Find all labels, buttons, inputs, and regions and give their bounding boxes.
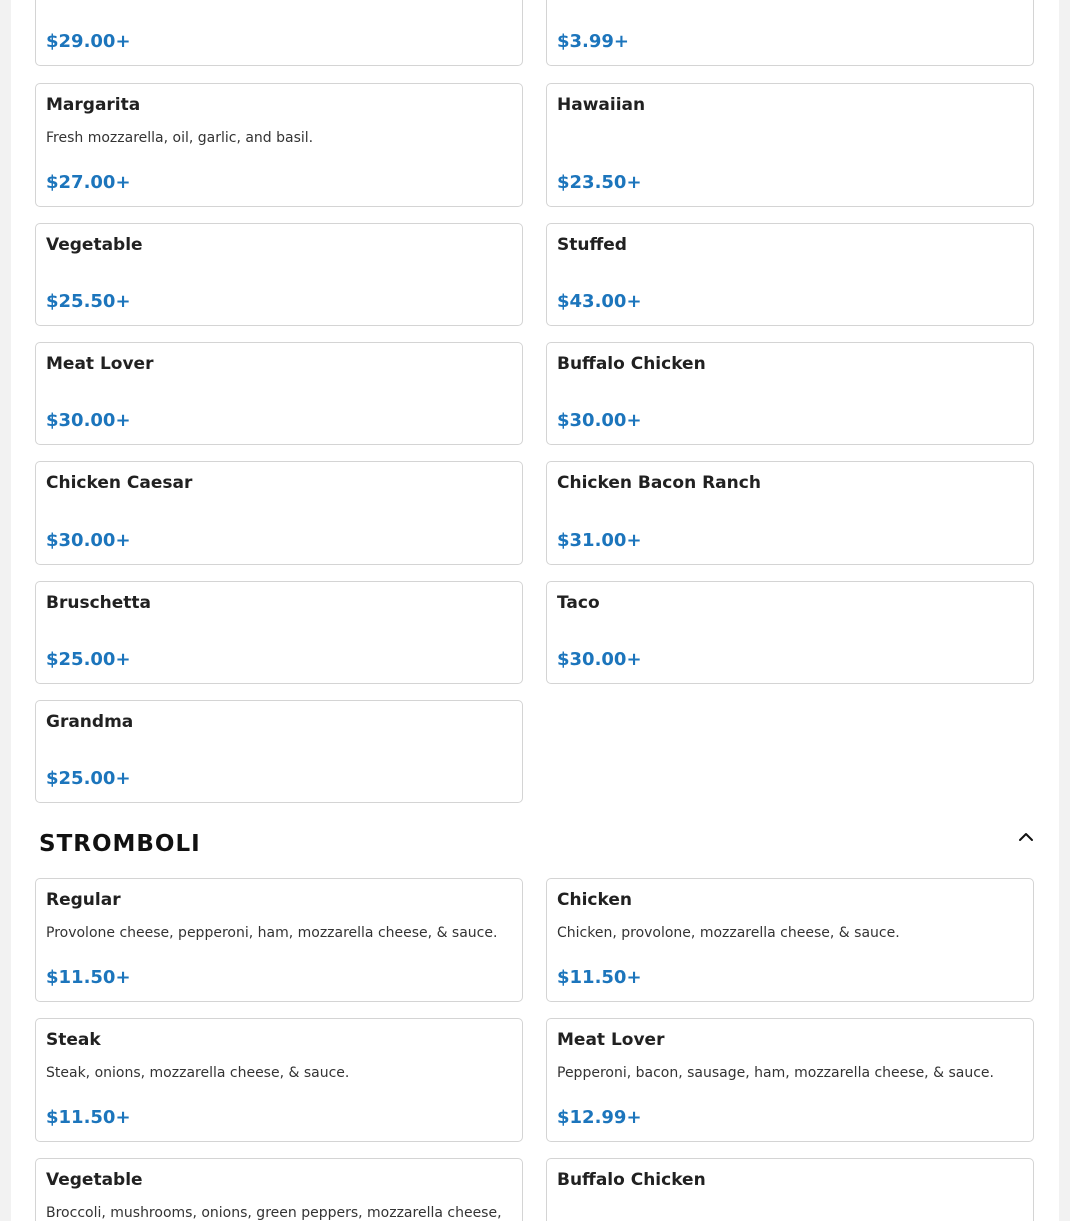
- item-price: $23.50+: [557, 172, 642, 193]
- stromboli-grid: [35, 878, 1034, 1221]
- menu-item-card[interactable]: [546, 1158, 1034, 1221]
- menu-item-card[interactable]: [35, 83, 523, 207]
- item-price: $3.99+: [557, 31, 630, 52]
- pizza-grid: [35, 83, 1034, 803]
- menu-item-card[interactable]: [546, 1018, 1034, 1142]
- menu-item-card[interactable]: [546, 342, 1034, 445]
- item-price: $31.00+: [557, 530, 642, 551]
- item-name: Vegetable: [46, 235, 143, 255]
- menu-item-card[interactable]: [35, 878, 523, 1002]
- item-price: $25.00+: [46, 649, 131, 670]
- item-price: $43.00+: [557, 291, 642, 312]
- item-name: Chicken: [557, 890, 632, 910]
- item-price: $12.99+: [557, 1107, 642, 1128]
- menu-item-card[interactable]: [35, 581, 523, 684]
- item-description: Broccoli, mushrooms, onions, green peppers, mozzarella cheese,: [46, 1205, 502, 1221]
- item-description: Provolone cheese, pepperoni, ham, mozzarella cheese, & sauce.: [46, 925, 498, 941]
- chevron-up-icon[interactable]: [1018, 829, 1034, 845]
- item-name: Regular: [46, 890, 121, 910]
- item-name: Steak: [46, 1030, 101, 1050]
- menu-item-card[interactable]: [35, 342, 523, 445]
- menu-page: [11, 0, 1059, 1221]
- item-price: $30.00+: [46, 530, 131, 551]
- item-price: $29.00+: [46, 31, 131, 52]
- item-description: Chicken, provolone, mozzarella cheese, & sauce.: [557, 925, 900, 941]
- item-name: Buffalo Chicken: [557, 354, 706, 374]
- item-description: Fresh mozzarella, oil, garlic, and basil.: [46, 130, 314, 146]
- item-name: Bruschetta: [46, 593, 151, 613]
- item-name: Hawaiian: [557, 95, 646, 115]
- menu-item-card[interactable]: [546, 223, 1034, 326]
- item-name: Stuffed: [557, 235, 627, 255]
- item-price: $25.50+: [46, 291, 131, 312]
- menu-item-card[interactable]: [35, 700, 523, 803]
- item-price: $30.00+: [46, 410, 131, 431]
- pizza-grid-top: [35, 0, 1034, 66]
- item-name: Chicken Caesar: [46, 473, 193, 493]
- item-name: Meat Lover: [46, 354, 154, 374]
- item-price: $25.00+: [46, 768, 131, 789]
- menu-item-card[interactable]: [35, 461, 523, 565]
- item-price: $27.00+: [46, 172, 131, 193]
- menu-item-card[interactable]: [546, 0, 1034, 66]
- menu-item-card[interactable]: [35, 1018, 523, 1142]
- item-description: Steak, onions, mozzarella cheese, & sauce.: [46, 1065, 350, 1081]
- item-name: Chicken Bacon Ranch: [557, 473, 761, 493]
- item-name: Margarita: [46, 95, 141, 115]
- item-price: $11.50+: [557, 967, 642, 988]
- item-description: Pepperoni, bacon, sausage, ham, mozzarella cheese, & sauce.: [557, 1065, 994, 1081]
- item-price: $11.50+: [46, 1107, 131, 1128]
- item-price: $30.00+: [557, 649, 642, 670]
- item-name: Buffalo Chicken: [557, 1170, 706, 1190]
- item-name: Taco: [557, 593, 600, 613]
- section-title: STROMBOLI: [39, 831, 201, 857]
- menu-item-card[interactable]: [35, 1158, 523, 1221]
- item-name: Meat Lover: [557, 1030, 665, 1050]
- menu-item-card[interactable]: [35, 223, 523, 326]
- menu-item-card[interactable]: [546, 581, 1034, 684]
- menu-item-card[interactable]: [546, 83, 1034, 207]
- item-name: Grandma: [46, 712, 134, 732]
- item-price: $30.00+: [557, 410, 642, 431]
- item-price: $11.50+: [46, 967, 131, 988]
- section-header-stromboli[interactable]: [39, 828, 1034, 862]
- menu-item-card[interactable]: [546, 878, 1034, 1002]
- item-name: Vegetable: [46, 1170, 143, 1190]
- menu-item-card[interactable]: [546, 461, 1034, 565]
- menu-item-card[interactable]: [35, 0, 523, 66]
